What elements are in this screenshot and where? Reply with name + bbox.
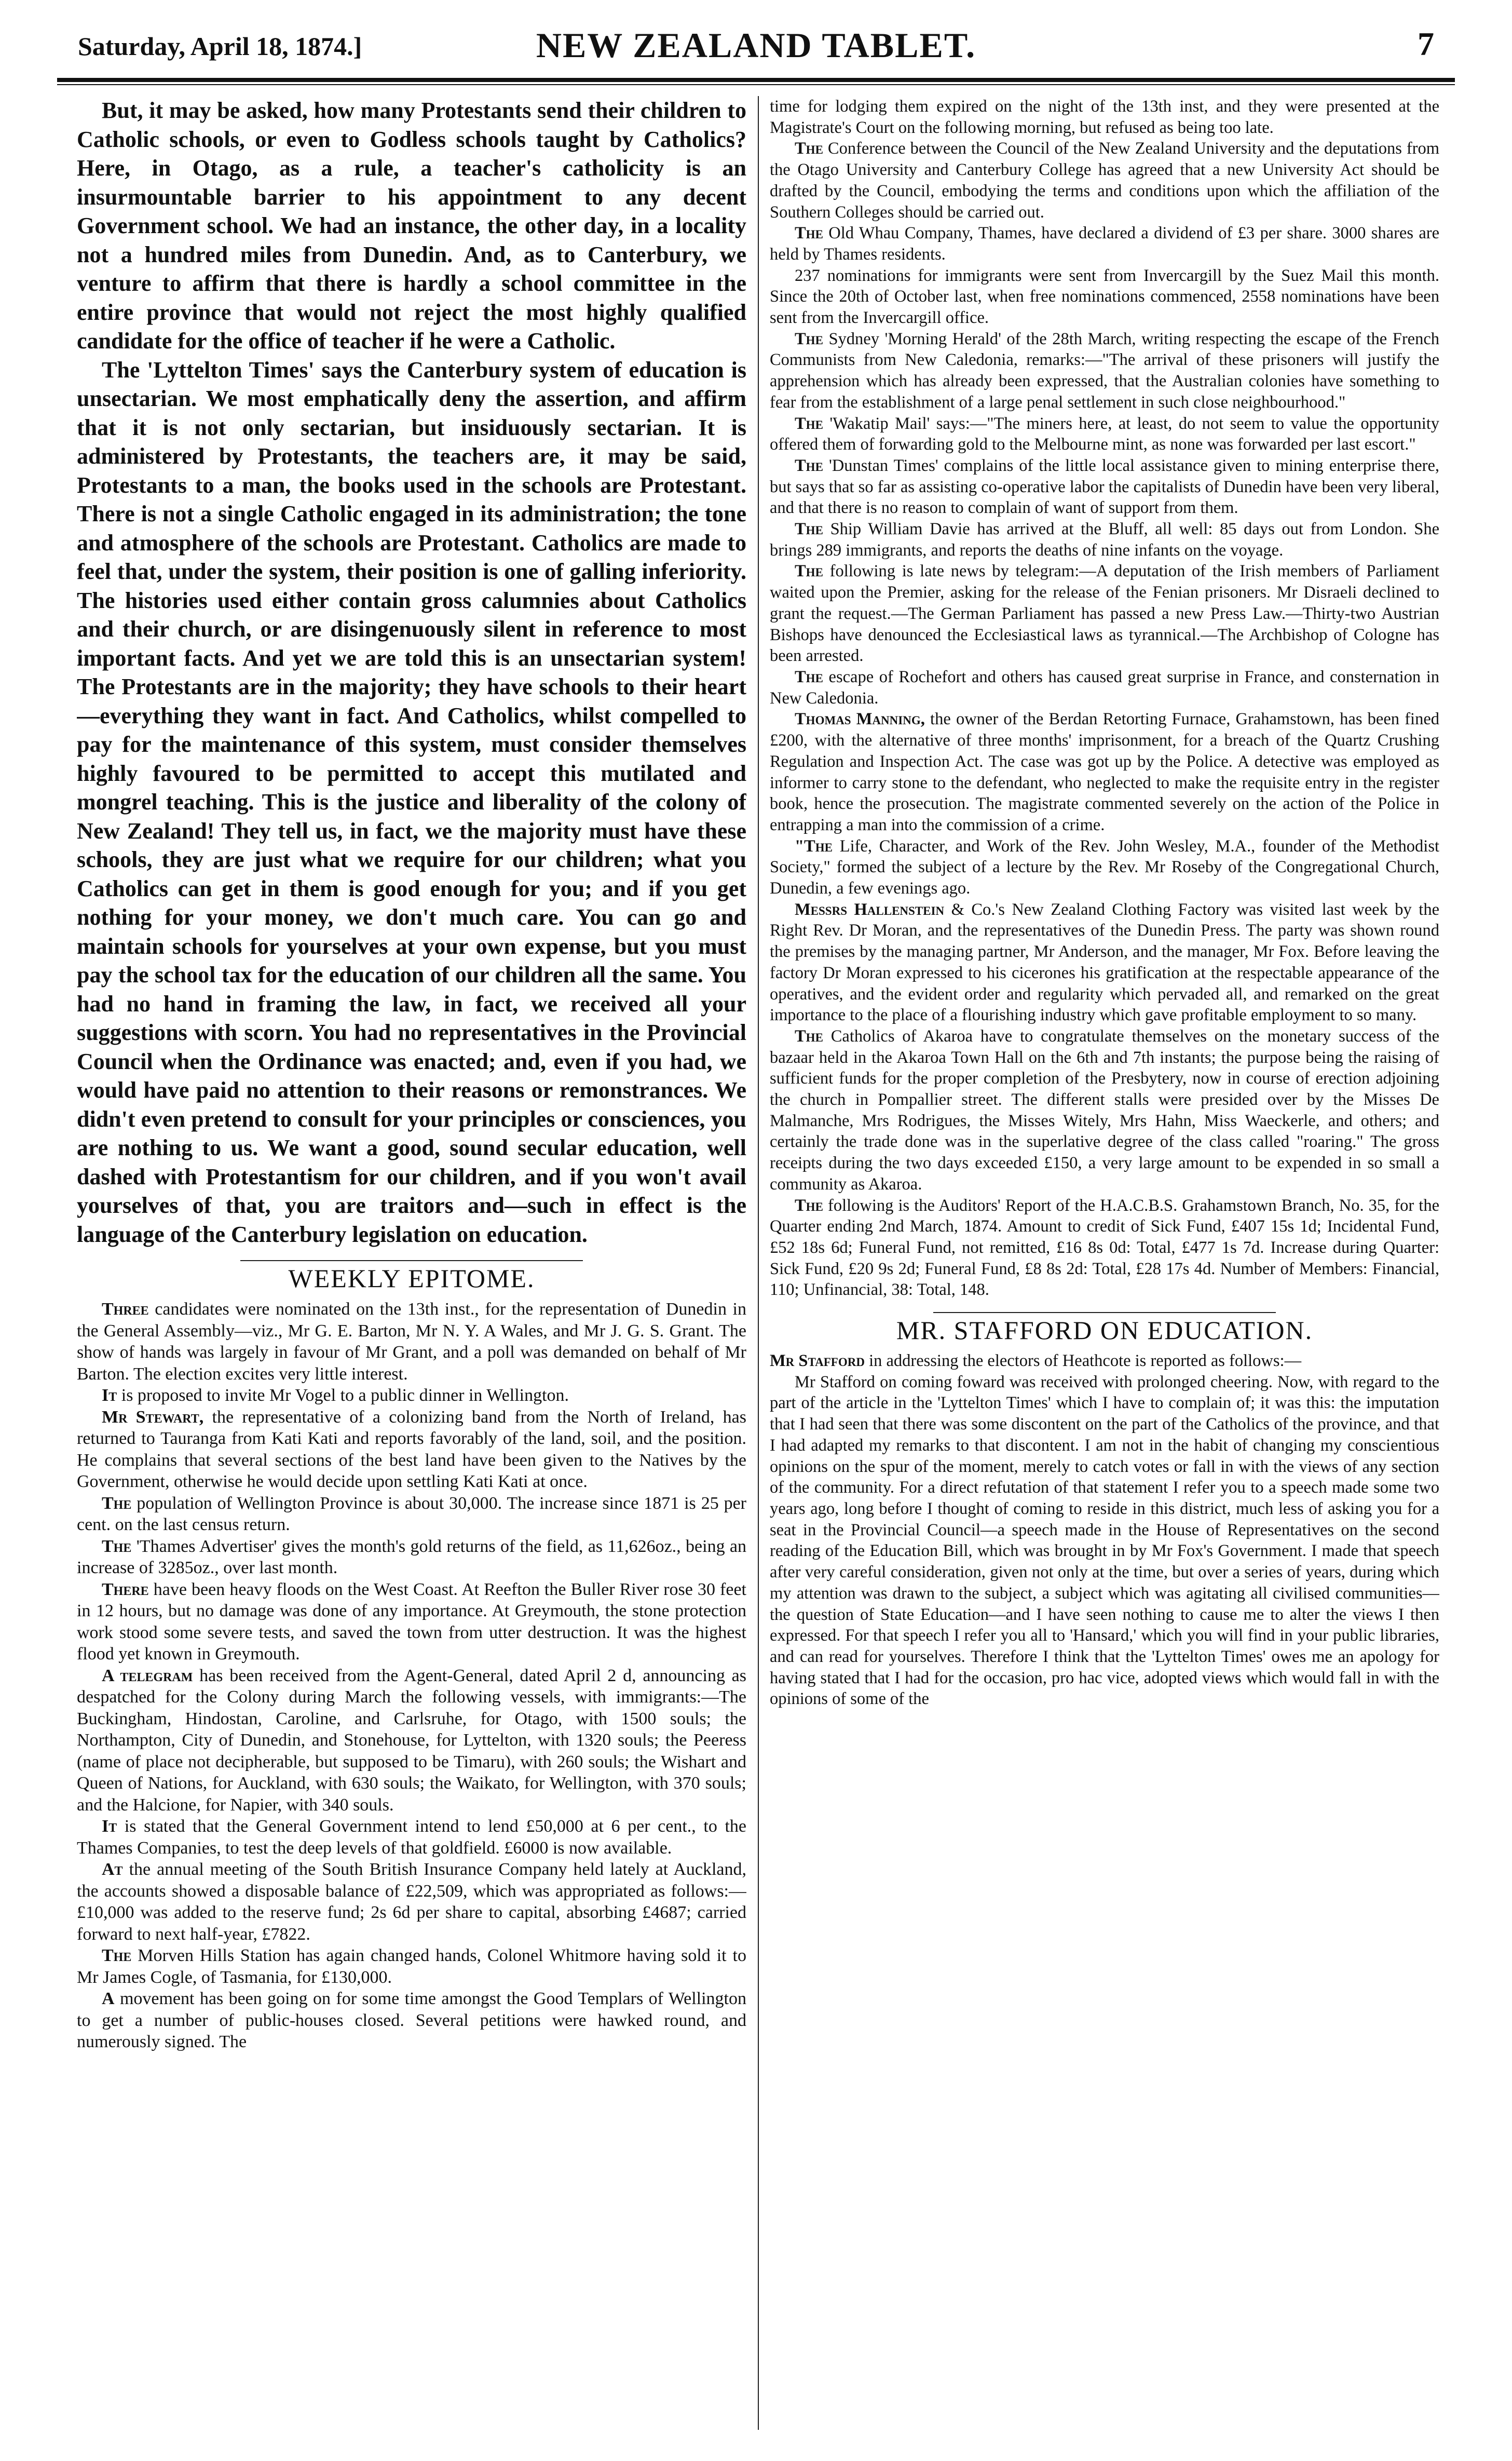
newspaper-title: NEW ZEALAND TABLET. [536,25,976,65]
column-divider [758,96,759,2430]
epitome-item-lead: The [102,1493,132,1513]
epitome-item [77,1816,746,1859]
epitome-item-text: Morven Hills Station has again changed hands, Colonel Whitmore having sold it to Mr James Cogle, of Tasmania, for £130,000. [77,1946,746,1987]
epitome-item-text: 'Thames Advertiser' gives the month's gold returns of the field, as 11,626oz., being an increase of 3285oz., over last month. [77,1536,746,1577]
left-column [77,96,746,2430]
epitome-item-text: is proposed to invite Mr Vogel to a public dinner in Wellington. [121,1386,569,1405]
epitome-item [770,329,1439,413]
epitome-item-lead: The [795,456,823,475]
masthead-rule [57,78,1455,82]
epitome-item-text: population of Wellington Province is about 30,000. The increase since 1871 is 25 per cent. on the last census return. [77,1493,746,1534]
epitome-item-lead: The [795,667,823,686]
epitome-item-text: has been received from the Agent-General, dated April 2 d, announcing as despatched for the Colony during March the following vessels, with immigrants:—The Buckingham, Hindostan, Caroline, and Carlsruhe, for Otago, with 1500 souls; the Northampton, City of Dunedin, and Stonehouse, for Lyttelton, with 1320 souls; the Peeress (name of place not decipherable, but supposed to be Timaru), with 260 souls; the Wishart and Queen of Nations, for Auckland, with 630 souls; the Waikato, for Wellington, with 370 souls; and the Halcione, for Napier, with 340 souls. [77,1666,746,1815]
epitome-item [77,1407,746,1493]
epitome-item [770,836,1439,899]
epitome-item-text: Ship William Davie has arrived at the Bluff, all well: 85 days out from London. She brings 289 immigrants, and reports the deaths of nine infants on the voyage. [770,520,1439,560]
epitome-item-text: is stated that the General Government intend to lend £50,000 at 6 per cent., to the Thames Companies, to test the deep levels of that goldfield. £6000 is now available. [77,1817,746,1858]
epitome-item-lead: The [102,1536,132,1556]
epitome-item-lead: "The [795,836,833,856]
epitome-item-text: following is the Auditors' Report of the H.A.C.B.S. Grahamstown Branch, No. 35, for the Quarter ending 2nd March, 1874. Amount to credit of Sick Fund, £407 15s 1d; Incidental Fund, £52 18s 6d; Funeral Fund, not remitted, £16 8s 0d: Total, £477 1s 7d. Increase during Quarter: Sick Fund, £20 9s 2d; Funeral Fund, £8 8s 2d: Total, £28 17s 4d. Number of Members: Financial, 110; Unfinancial, 38: Total, 148. [770,1196,1439,1300]
epitome-item-lead: The [795,1026,823,1046]
epitome-item-text: the representative of a colonizing band from the North of Ireland, has returned to Tauranga from Kati Kati and reports favorably of the land, soil, and the position. He complains that several sections of the best land have been given to the Natives by the Government, otherwise he would decide upon settling Kati Kati at once. [77,1407,746,1491]
epitome-item-text: the owner of the Berdan Retorting Furnace, Grahamstown, has been fined £200, with the alternative of three months' imprisonment, for a breach of the Quartz Crushing Regulation and Inspection Act. The case was got up by the Police. A detective was employed as informer to carry stone to the defendant, who neglected to make the requisite entry in the register book, hence the prosecution. The magistrate commented severely on the action of the Police in entrapping a man into the commission of a crime. [770,710,1439,834]
stafford-article [770,1350,1439,1710]
epitome-item [77,1988,746,2053]
epitome-item-lead: Thomas Manning, [795,710,925,729]
epitome-item-lead: A telegram [102,1666,193,1685]
epitome-item-text: movement has been going on for some time amongst the Good Templars of Wellington to get a number of public-houses closed. Several petitions were hawked round, and numerously signed. The [77,1989,746,2051]
editorial-paragraph: But, it may be asked, how many Protestants send their children to Catholic schools, or even to Godless schools taught by Catholics? Here, in Otago, as a rule, a teacher's catholicity is an insurmountable barrier to his appointment to any decent Government school. We had an instance, the other day, in a locality not a hundred miles from Dunedin. And, as to Canterbury, we venture to affirm that there is hardly a school committee in the entire province that would not reject the most highly qualified candidate for the office of teacher if he were a Catholic. [77,98,746,354]
epitome-item [770,413,1439,455]
epitome-item-lead: The [795,520,823,539]
epitome-item-lead: The [795,1196,823,1215]
epitome-item [77,1579,746,1665]
epitome-item-text: time for lodging them expired on the night of the 13th inst, and they were presented at the Magistrate's Court on the following morning, but refused as being too late. [770,97,1439,137]
epitome-item-text: escape of Rochefort and others has caused great surprise in France, and consternation in New Caledonia. [770,667,1439,708]
epitome-item [77,1536,746,1579]
epitome-item [770,561,1439,667]
epitome-item [770,667,1439,709]
epitome-item-text: 'Dunstan Times' complains of the little local assistance given to mining enterprise there, but says that so far as assisting co-operative labor the capitalists of Dunedin have been very liberal, and that there is no reason to complain of want of support from them. [770,456,1439,518]
stafford-intro-lead: Mr Stafford [770,1351,865,1371]
stafford-intro-text: in addressing the electors of Heathcote is reported as follows:— [869,1351,1302,1371]
epitome-item [770,96,1439,138]
epitome-item-text: Old Whau Company, Thames, have declared a dividend of £3 per share. 3000 shares are held by Thames residents. [770,224,1439,264]
epitome-item [770,1195,1439,1301]
epitome-item [77,1385,746,1407]
epitome-item [770,223,1439,265]
epitome-item [770,138,1439,223]
editorial-paragraph: The 'Lyttelton Times' says the Canterbury system of education is unsectarian. We most emphatically deny the assertion, and affirm that it is not only sectarian, but insiduously sectarian. It is administered by Protestants, the teachers are, it may be said, Protestants to a man, the books used in the schools are Protestant. There is not a single Catholic engaged in its administration; the tone and atmosphere of the schools are Protestant. Catholics are made to feel that, under the system, their position is one of galling inferiority. The histories used either contain gross calumnies about Catholics and their church, or are disingenuously silent in reference to most important facts. And yet we are told this is an unsectarian system! The Protestants are in the majority; they have schools to their heart—everything they want in fact. And Catholics, whilst compelled to pay for the maintenance of this system, must consider themselves highly favoured to be permitted to accept this mutilated and mongrel teaching. This is the justice and liberality of the colony of New Zealand! They tell us, in fact, we the majority must have these schools, they are just what we require for our children; what you Catholics can get in them is good enough for you; and if you get nothing for your money, we don't much care. You can go and maintain schools for yourselves at your own expense, but you must pay the school tax for the education of our children all the same. You had no hand in framing the law, in fact, we received all your suggestions with scorn. You had no representatives in the Provincial Council when the Ordinance was enacted; and, even if you had, we would have paid no attention to their reasons or remonstrances. We didn't even pretend to consult for your principles or consciences, you are nothing to us. We want a good, sound secular education, well dashed with Protestantism for our children, and if you won't avail yourselves of that, you are traitors and—such in effect is the language of the Canterbury legislation on education. [77,357,746,1247]
epitome-item [770,709,1439,835]
epitome-item-lead: The [102,1946,132,1965]
epitome-item [770,265,1439,329]
epitome-item [77,1493,746,1536]
epitome-item-lead: At [102,1860,123,1879]
epitome-item-lead: The [795,139,823,158]
epitome-item-text: the annual meeting of the South British Insurance Company held lately at Auckland, the accounts showed a disposable balance of £22,509, which was appropriated as follows:—£10,000 was added to the reserve fund; 2s 6d per share to capital, absorbing £4687; carried forward to next half-year, £7822. [77,1860,746,1944]
epitome-item-lead: The [795,562,823,581]
epitome-item-lead: Three [102,1300,149,1319]
epitome-item-lead: Messrs Hallenstein [795,900,945,919]
epitome-item-text: 'Wakatip Mail' says:—"The miners here, at least, do not seem to value the opportunity offered them of forwarding gold to the Melbourne mint, as none was forwarded per last escort." [770,414,1439,454]
section-divider [933,1312,1276,1313]
epitome-item [77,1945,746,1988]
epitome-item-text: 237 nominations for immigrants were sent from Invercargill by the Suez Mail this month. Since the 20th of October last, when free nominations commenced, 2558 nominations have been sent from the Invercargill office. [770,266,1439,328]
masthead-rule-thin [57,84,1455,85]
epitome-item [770,455,1439,519]
epitome-item [77,1665,746,1816]
epitome-item-text: Catholics of Akaroa have to congratulate themselves on the monetary success of the bazaar held in the Akaroa Town Hall on the 6th and 7th instants; the purpose being the raising of sufficient funds for the proper completion of the Presbytery, now in course of erection adjoining the church in Pompallier street. The different stalls were presided over by the Misses De Malmanche, Mrs Rodrigues, the Misses Witely, Mrs Hahn, Miss Waeckerle, and others; and certainly the trade done was in the superlative degree of the class called "roaring." The gross receipts during the two days exceeded £150, a very large amount to be expended in so small a community as Akaroa. [770,1026,1439,1194]
masthead [57,20,1455,72]
section-divider [240,1260,583,1261]
epitome-item-lead: It [102,1386,117,1405]
epitome-item-text: have been heavy floods on the West Coast. At Reefton the Buller River rose 30 feet in 12 hours, but no damage was done of any importance. At Greymouth, the stone protection work stood some severe tests, and saved the town from utter destruction. It was the highest flood yet known in Greymouth. [77,1579,746,1664]
epitome-item [77,1859,746,1945]
epitome-item [770,899,1439,1026]
epitome-item-text: Sydney 'Morning Herald' of the 28th March, writing respecting the escape of the French Communists from New Caledonia, remarks:—"The arrival of these prisoners will justify the apprehension which has already been expressed, that the Australian colonies have something to fear from the establishment of a large penal settlement in such close neighbourhood." [770,329,1439,412]
epitome-item-text: candidates were nominated on the 13th inst., for the representation of Dunedin in the General Assembly—viz., Mr G. E. Barton, Mr N. Y. A Wales, and Mr J. G. S. Grant. The show of hands was largely in favour of Mr Grant, and a poll was demanded on behalf of Mr Barton. The election excites very little interest. [77,1300,746,1384]
weekly-epitome-heading: WEEKLY EPITOME. [288,1264,535,1293]
epitome-item-text: following is late news by telegram:—A deputation of the Irish members of Parliament waited upon the Premier, asking for the release of the Fenian prisoners. Mr Disraeli declined to grant the request.—The German Parliament has passed a new Press Law.—Thirty-two Austrian Bishops have denounced the Ecclesiastical laws as tyrannical.—The Archbishop of Cologne has been arrested. [770,562,1439,666]
issue-date: Saturday, April 18, 1874.] [78,32,362,61]
epitome-item-lead: A [102,1989,115,2008]
epitome-item [77,1299,746,1385]
editorial-article [77,96,746,1249]
right-column [770,96,1439,2430]
epitome-item-lead: The [795,329,823,348]
stafford-heading: MR. STAFFORD ON EDUCATION. [896,1316,1313,1345]
epitome-item-text: & Co.'s New Zealand Clothing Factory was visited last week by the Right Rev. Dr Moran, and the representatives of the Dunedin Press. The party was shown round the premises by the managing partner, Mr Anderson, and the manager, Mr Fox. Before leaving the factory Dr Moran expressed to his cicerones his gratification at the respectable appearance of the operatives, and the evident order and regularity which pervaded all, and remarked on the great importance to the place of a flourishing industry which gave profitable employment to so many. [770,900,1439,1025]
epitome-item-text: Life, Character, and Work of the Rev. John Wesley, M.A., founder of the Methodist Society," formed the subject of a lecture by the Rev. Mr Roseby of the Congregational Church, Dunedin, a few evenings ago. [770,836,1439,898]
page-number: 7 [1418,25,1434,62]
epitome-item-lead: It [102,1817,117,1836]
weekly-epitome-right [770,96,1439,1301]
epitome-item-text: Conference between the Council of the New Zealand University and the deputations from the Otago University and Canterbury College has agreed that a new University Act should be drafted by the Council, embodying the terms and conditions upon which the affiliation of the Southern Colleges should be carried out. [770,139,1439,222]
stafford-intro [770,1350,1439,1372]
epitome-item-lead: The [795,414,823,433]
stafford-body: Mr Stafford on coming foward was received with prolonged cheering. Now, with regard to the part of the article in the 'Lyttelton Times' which I have to complain of; it was this: the imputation that I had seen that there was some discontent on the part of the Catholics of the province, and that I had adapted my remarks to that discontent. I am not in the habit of changing my conscientious opinions on the spur of the moment, merely to catch votes or fall in with the views of any section of the community. For a direct refutation of that statement I refer you to a speech made some two years ago, long before I thought of coming to reside in this district, much less of asking you for a seat in the Provincial Council—a speech made in the House of Representatives on the second reading of the Education Bill, which was brought in by Mr Fox's Government. I made that speech after very careful consideration, given not only at the time, but over a series of years, during which my attention was drawn to the subject, a subject which was agitating all civilised communities—the question of State Education—and I have seen nothing to cause me to alter the views I then expressed. For that speech I refer you all to 'Hansard,' which you will find in your public libraries, and can read for yourselves. Therefore I think that the 'Lyttelton Times' owes me an apology for having stated that I had for the occasion, pro hac vice, adopted views which would fall in with the opinions of some of the [770,1372,1439,1709]
epitome-item [770,519,1439,561]
epitome-item-lead: There [102,1579,149,1599]
epitome-item-lead: The [795,224,823,243]
epitome-item-lead: Mr Stewart, [102,1407,204,1427]
epitome-item [770,1026,1439,1195]
weekly-epitome-left [77,1299,746,2053]
